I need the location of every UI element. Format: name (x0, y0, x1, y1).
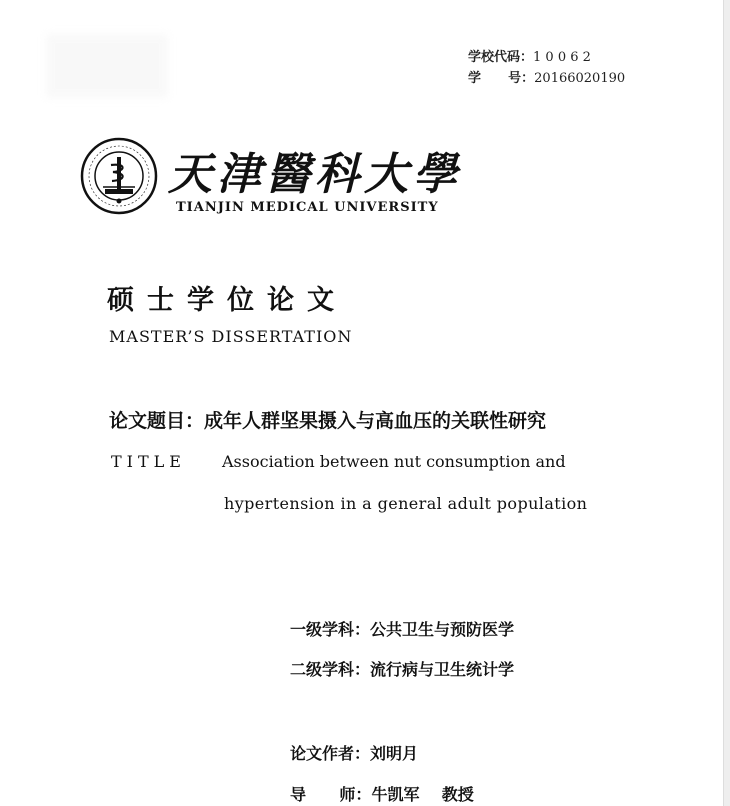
scan-smudge (46, 34, 168, 98)
discipline1-value: 公共卫生与预防医学 (370, 620, 515, 639)
student-number-value: 20166020190 (534, 71, 626, 86)
advisor (290, 782, 474, 805)
discipline2-value: 流行病与卫生统计学 (370, 660, 515, 679)
author-label: 论文作者： (290, 744, 371, 763)
advisor-label: 导 师： (290, 785, 372, 804)
degree-title-cn: 硕士学位论文 (107, 285, 347, 316)
discipline1-label: 一级学科： (290, 620, 371, 639)
thesis-title-en-line1: Association between nut consumption and (222, 452, 566, 471)
university-name-en: TIANJIN MEDICAL UNIVERSITY (176, 200, 439, 215)
school-code-value: 1 0 0 6 2 (533, 50, 591, 65)
school-code (468, 46, 591, 65)
thesis-title-cn: 论文题目：成年人群坚果摄入与高血压的关联性研究 (109, 410, 547, 432)
student-number (468, 67, 625, 86)
university-name-cn: 天津醫科大學 (168, 149, 462, 200)
thesis-title-label: TITLE (111, 452, 186, 471)
university-seal-icon (80, 137, 158, 215)
discipline-level1 (290, 617, 514, 640)
thesis-title-en-line2: hypertension in a general adult population (224, 494, 588, 513)
advisor-value: 牛凯军 教授 (371, 785, 474, 804)
author-value: 刘明月 (370, 744, 419, 763)
discipline-level2 (290, 657, 514, 680)
author (290, 741, 418, 764)
discipline2-label: 二级学科： (290, 660, 371, 679)
page-edge (723, 0, 730, 806)
student-number-label: 学 号： (468, 71, 535, 86)
degree-title-en: MASTER’S DISSERTATION (109, 327, 353, 346)
school-code-label: 学校代码： (468, 50, 534, 65)
